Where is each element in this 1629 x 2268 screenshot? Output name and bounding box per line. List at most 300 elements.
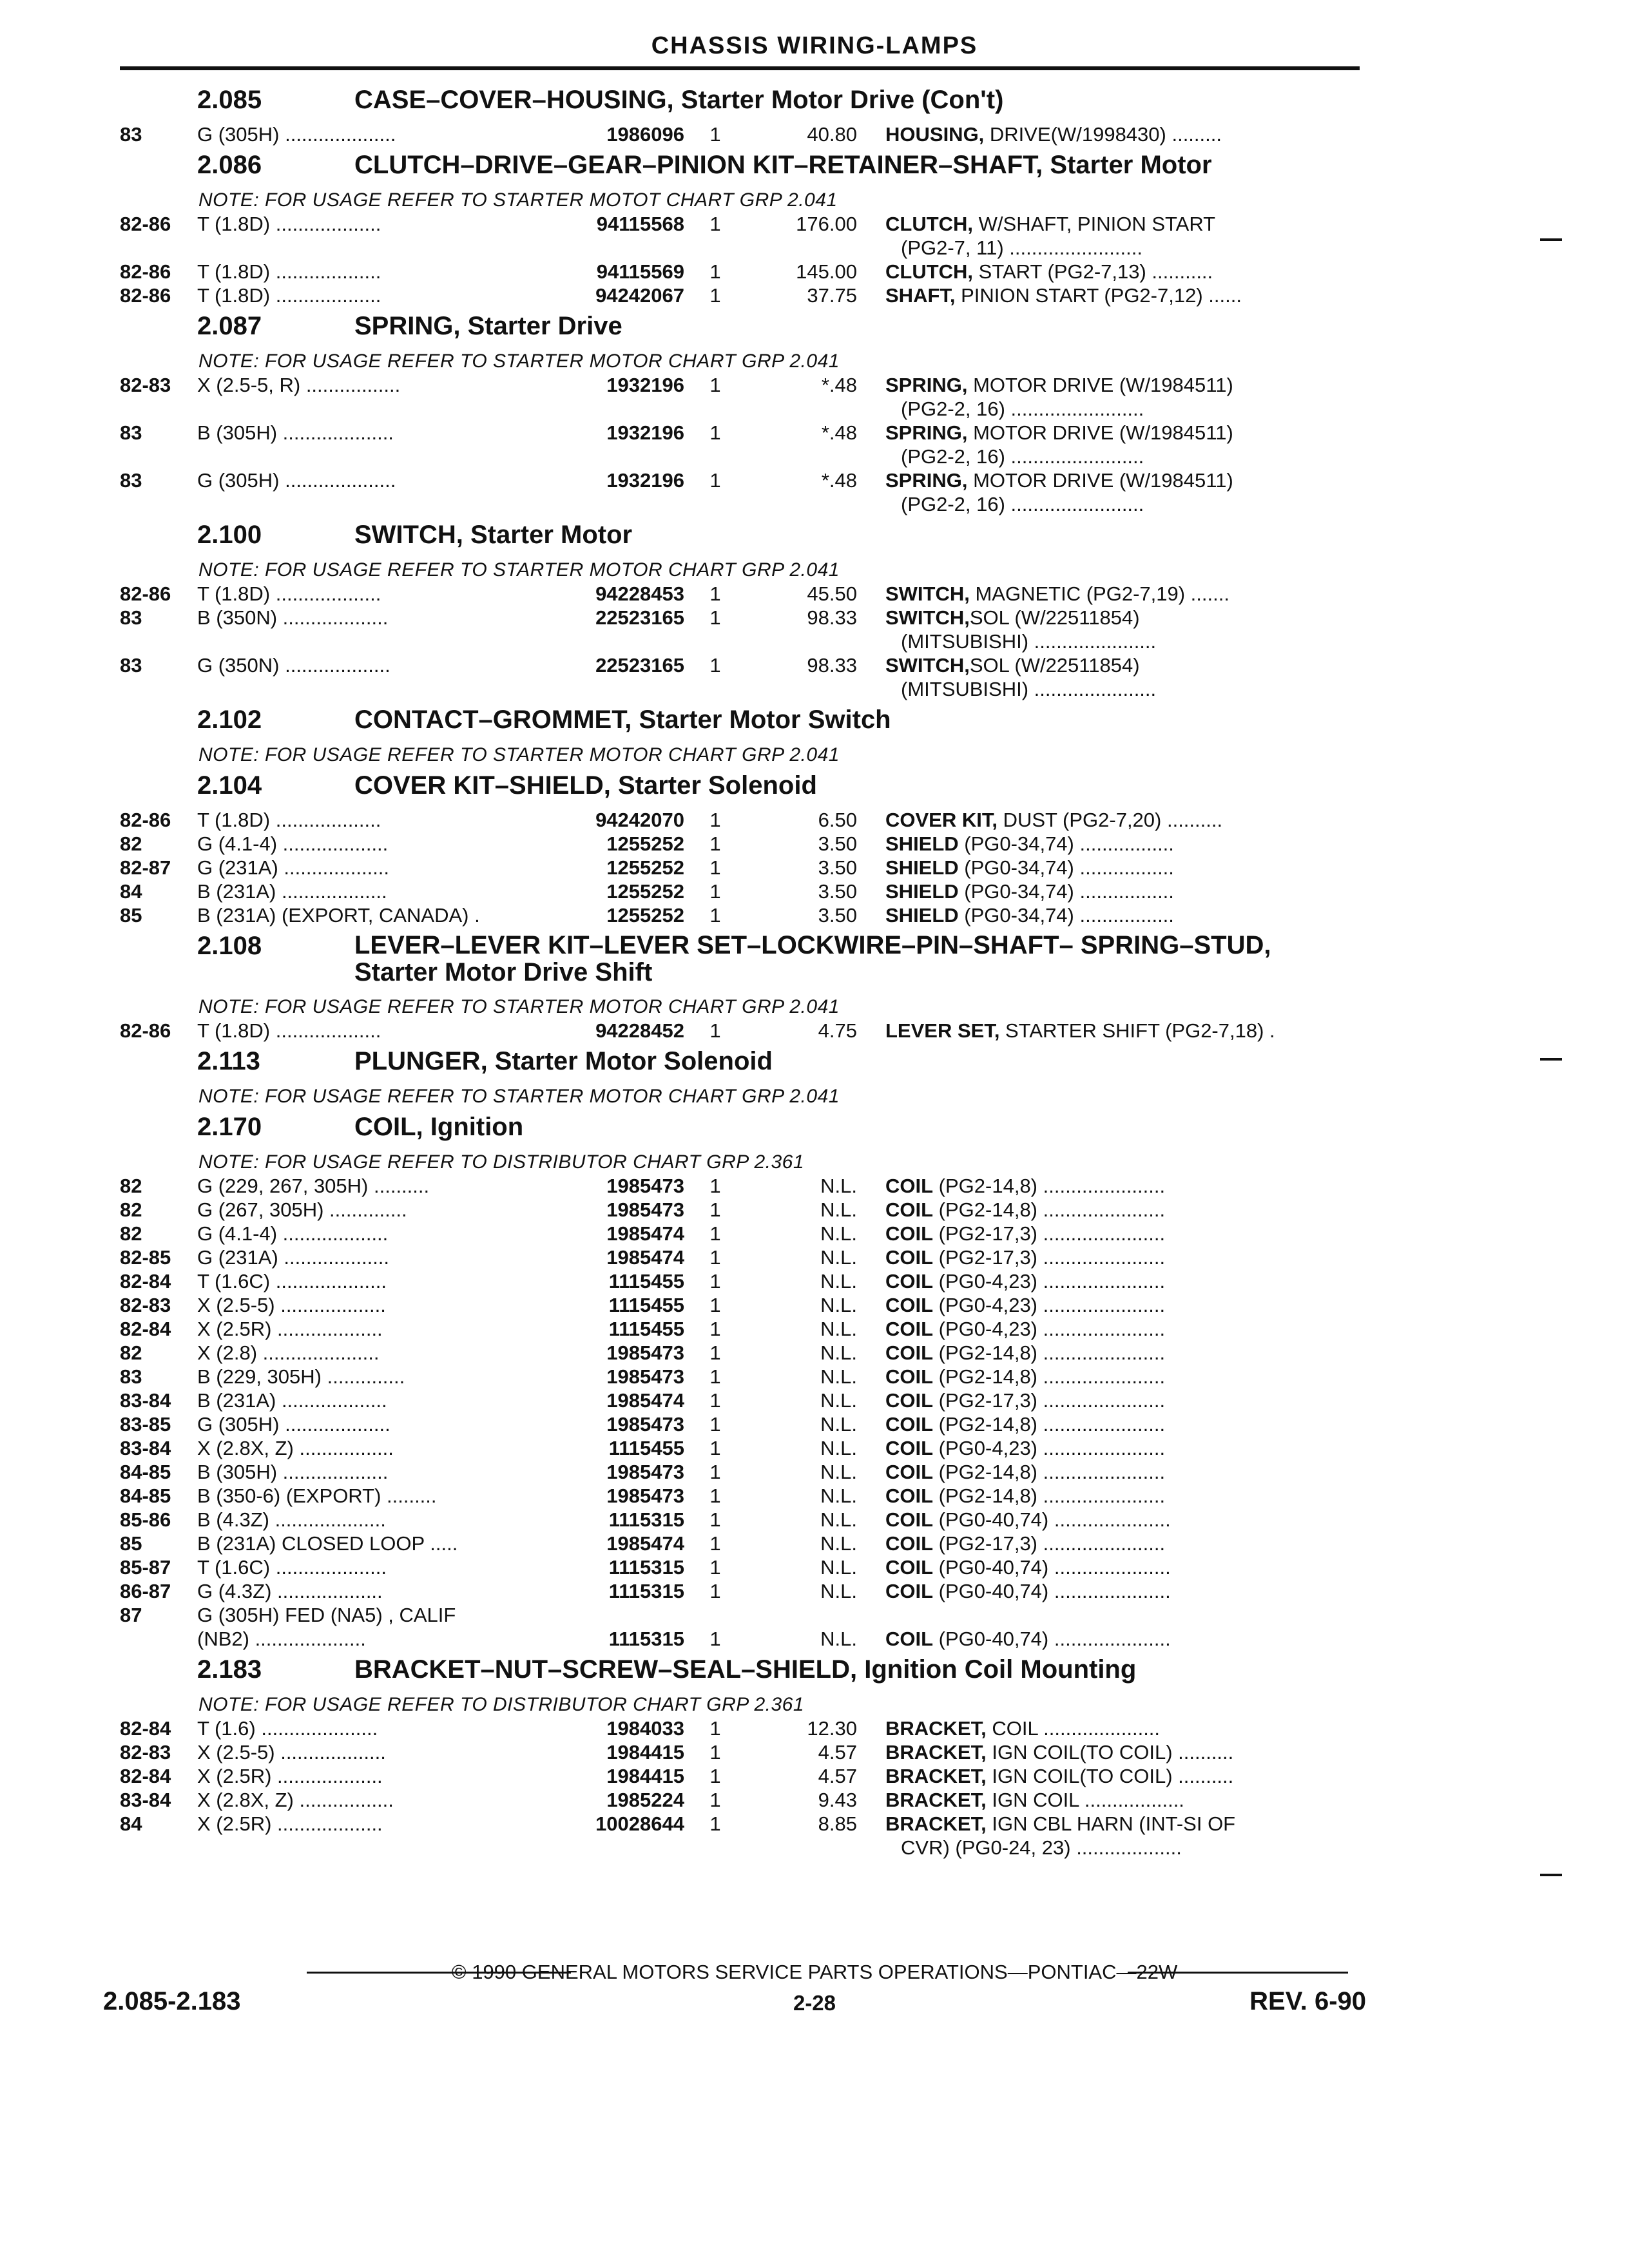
usage-note xyxy=(0,1083,1629,1108)
description-text: (PG2-14,8) ...................... xyxy=(933,1198,1166,1221)
table-row-continuation xyxy=(0,629,1629,653)
usage-note-text: NOTE: FOR USAGE REFER TO DISTRIBUTOR CHART GRP 2.361 xyxy=(198,1694,805,1715)
price: 3.50 xyxy=(818,880,857,903)
group-number: 2.102 xyxy=(197,706,262,734)
model-years: 83 xyxy=(120,606,142,629)
table-row xyxy=(0,1740,1629,1763)
price: N.L. xyxy=(820,1175,857,1197)
usage-note xyxy=(0,1149,1629,1173)
part-number: 1932196 xyxy=(606,421,684,444)
description xyxy=(885,1461,1360,1484)
description-noun: COIL xyxy=(885,1413,934,1436)
group-title: BRACKET–NUT–SCREW–SEAL–SHIELD, Ignition Coil Mounting xyxy=(354,1655,1137,1684)
price: 9.43 xyxy=(818,1789,857,1811)
price: N.L. xyxy=(820,1508,857,1531)
table-row xyxy=(0,1436,1629,1459)
group-title: SPRING, Starter Drive xyxy=(354,312,622,340)
description-noun: CLUTCH, xyxy=(885,260,974,283)
description-text: (PG0-34,74) ................. xyxy=(958,856,1174,879)
application: T (1.8D) ................... xyxy=(197,1019,381,1042)
application: G (305H) ................... xyxy=(197,1413,390,1436)
description-noun: COIL xyxy=(885,1341,934,1364)
table-row xyxy=(0,1602,1629,1626)
description-noun: COIL xyxy=(885,1222,934,1245)
description-continued: (PG2-7, 11) ........................ xyxy=(901,236,1142,259)
model-years: 82 xyxy=(120,832,142,855)
quantity: 1 xyxy=(709,1717,721,1740)
description xyxy=(885,1341,1360,1365)
price: 6.50 xyxy=(818,809,857,831)
description xyxy=(885,1389,1360,1412)
price: N.L. xyxy=(820,1294,857,1316)
table-row-continuation xyxy=(0,492,1629,515)
model-years: 82-87 xyxy=(120,856,171,879)
quantity: 1 xyxy=(709,1437,721,1459)
description-text: (PG0-4,23) ...................... xyxy=(933,1294,1166,1316)
usage-note xyxy=(0,742,1629,766)
quantity: 1 xyxy=(709,1175,721,1197)
part-number: 1985473 xyxy=(606,1175,684,1197)
quantity: 1 xyxy=(709,260,721,283)
group-number: 2.183 xyxy=(197,1655,262,1684)
description xyxy=(885,1198,1360,1222)
group-title: CLUTCH–DRIVE–GEAR–PINION KIT–RETAINER–SHAFT, Starter Motor xyxy=(354,151,1212,179)
description xyxy=(885,123,1360,146)
description-noun: CLUTCH, xyxy=(885,213,974,235)
description-noun: COIL xyxy=(885,1365,934,1388)
group-heading xyxy=(0,307,1629,348)
quantity: 1 xyxy=(709,1019,721,1042)
quantity: 1 xyxy=(709,421,721,444)
description-noun: SHIELD xyxy=(885,904,959,927)
quantity: 1 xyxy=(709,1508,721,1531)
description xyxy=(885,904,1360,927)
usage-note xyxy=(0,994,1629,1018)
description-text: IGN COIL .................. xyxy=(986,1789,1184,1811)
table-row-continuation xyxy=(0,677,1629,700)
part-number: 1115315 xyxy=(608,1580,684,1602)
description-noun: SHIELD xyxy=(885,856,959,879)
application: G (267, 305H) .............. xyxy=(197,1198,407,1221)
part-number: 10028644 xyxy=(595,1812,684,1835)
model-years: 83 xyxy=(120,421,142,444)
description-text: START (PG2-7,13) ........... xyxy=(973,260,1213,283)
quantity: 1 xyxy=(709,123,721,146)
model-years: 85-86 xyxy=(120,1508,171,1531)
part-number: 94228452 xyxy=(595,1019,684,1042)
description xyxy=(885,1019,1360,1043)
quantity: 1 xyxy=(709,654,721,677)
quantity: 1 xyxy=(709,1741,721,1763)
quantity: 1 xyxy=(709,1389,721,1412)
description-noun: SHAFT, xyxy=(885,284,956,307)
group-number: 2.108 xyxy=(197,932,262,960)
description-text: SOL (W/22511854) xyxy=(969,654,1140,677)
price: N.L. xyxy=(820,1198,857,1221)
description-text: (PG2-17,3) ...................... xyxy=(933,1532,1166,1555)
model-years: 82 xyxy=(120,1341,142,1364)
model-years: 82-86 xyxy=(120,582,171,605)
quantity: 1 xyxy=(709,1198,721,1221)
footer-copyright: © 1990 GENERAL MOTORS SERVICE PARTS OPERATIONS—PONTIAC—22W xyxy=(451,1961,1178,1983)
application: B (350N) ................... xyxy=(197,606,389,629)
table-row xyxy=(0,1579,1629,1602)
price: 98.33 xyxy=(807,654,857,677)
model-years: 82 xyxy=(120,1175,142,1197)
application: G (229, 267, 305H) .......... xyxy=(197,1175,430,1197)
description xyxy=(885,1812,1360,1836)
model-years: 82 xyxy=(120,1222,142,1245)
description-noun: COIL xyxy=(885,1580,934,1602)
application: B (229, 305H) .............. xyxy=(197,1365,405,1388)
quantity: 1 xyxy=(709,582,721,605)
description-text: (PG0-40,74) ..................... xyxy=(933,1580,1171,1602)
description-noun: SPRING, xyxy=(885,374,968,396)
description-text: (PG2-14,8) ...................... xyxy=(933,1413,1166,1436)
application: B (231A) CLOSED LOOP ..... xyxy=(197,1532,458,1555)
quantity: 1 xyxy=(709,1485,721,1507)
quantity: 1 xyxy=(709,1812,721,1835)
model-years: 85-87 xyxy=(120,1556,171,1579)
quantity: 1 xyxy=(709,1461,721,1483)
model-years: 83 xyxy=(120,654,142,677)
description xyxy=(885,582,1360,606)
description-text: DUST (PG2-7,20) .......... xyxy=(997,809,1223,831)
part-number: 1985224 xyxy=(606,1789,684,1811)
part-number: 22523165 xyxy=(595,654,684,677)
description-text: (PG2-14,8) ...................... xyxy=(933,1365,1166,1388)
part-number: 1985473 xyxy=(606,1341,684,1364)
description xyxy=(885,469,1360,492)
quantity: 1 xyxy=(709,1532,721,1555)
part-number: 94242070 xyxy=(595,809,684,831)
quantity: 1 xyxy=(709,1222,721,1245)
group-number: 2.104 xyxy=(197,771,262,800)
table-row xyxy=(0,1716,1629,1740)
application: X (2.5-5) ................... xyxy=(197,1741,386,1763)
description-noun: COIL xyxy=(885,1532,934,1555)
description-text: (PG2-14,8) ...................... xyxy=(933,1461,1166,1483)
usage-note xyxy=(0,1691,1629,1716)
description-noun: BRACKET, xyxy=(885,1789,987,1811)
group-number: 2.100 xyxy=(197,521,262,549)
part-number: 94115568 xyxy=(596,213,684,235)
table-row xyxy=(0,1364,1629,1388)
application: B (350-6) (EXPORT) ......... xyxy=(197,1485,437,1507)
part-number: 1984033 xyxy=(606,1717,684,1740)
quantity: 1 xyxy=(709,809,721,831)
application: G (305H) FED (NA5) , CALIF xyxy=(197,1604,456,1626)
price: 45.50 xyxy=(807,582,857,605)
price: N.L. xyxy=(820,1389,857,1412)
table-row xyxy=(0,211,1629,235)
part-number: 1255252 xyxy=(606,904,684,927)
price: *.48 xyxy=(821,469,857,492)
model-years: 82-86 xyxy=(120,809,171,831)
description xyxy=(885,856,1360,879)
model-years: 82-86 xyxy=(120,213,171,235)
description-text: IGN COIL(TO COIL) .......... xyxy=(986,1741,1234,1763)
part-number: 1115455 xyxy=(608,1294,684,1316)
quantity: 1 xyxy=(709,1294,721,1316)
group-number: 2.113 xyxy=(197,1047,260,1075)
table-row xyxy=(0,581,1629,605)
table-row xyxy=(0,1787,1629,1811)
page-title: CHASSIS WIRING-LAMPS xyxy=(651,32,978,59)
application: T (1.8D) ................... xyxy=(197,260,381,283)
part-number: 1986096 xyxy=(606,123,684,146)
quantity: 1 xyxy=(709,1318,721,1340)
group-heading xyxy=(0,1108,1629,1149)
description-text: (PG0-34,74) ................. xyxy=(958,904,1174,927)
table-row xyxy=(0,1340,1629,1364)
part-number: 1985474 xyxy=(606,1532,684,1555)
description-continued: (MITSUBISHI) ...................... xyxy=(901,630,1157,653)
model-years: 82-83 xyxy=(120,1294,171,1316)
application: G (4.3Z) ................... xyxy=(197,1580,383,1602)
quantity: 1 xyxy=(709,284,721,307)
group-number: 2.086 xyxy=(197,151,262,179)
group-heading xyxy=(0,146,1629,187)
part-number: 1985473 xyxy=(606,1198,684,1221)
price: 176.00 xyxy=(796,213,857,235)
quantity: 1 xyxy=(709,1365,721,1388)
price: N.L. xyxy=(820,1532,857,1555)
group-heading xyxy=(0,515,1629,557)
application: G (4.1-4) ................... xyxy=(197,832,389,855)
application: B (305H) ................... xyxy=(197,1461,389,1483)
price: 3.50 xyxy=(818,904,857,927)
price: 3.50 xyxy=(818,856,857,879)
part-number: 1985474 xyxy=(606,1222,684,1245)
description-text: MOTOR DRIVE (W/1984511) xyxy=(967,374,1233,396)
model-years: 82-84 xyxy=(120,1765,171,1787)
table-row xyxy=(0,1626,1629,1650)
table-row-continuation xyxy=(0,396,1629,420)
application: X (2.5-5) ................... xyxy=(197,1294,386,1316)
description xyxy=(885,1717,1360,1740)
application: X (2.5R) ................... xyxy=(197,1812,383,1835)
description-noun: BRACKET, xyxy=(885,1765,987,1787)
part-number: 1115455 xyxy=(608,1437,684,1459)
application: X (2.8X, Z) ................. xyxy=(197,1437,394,1459)
quantity: 1 xyxy=(709,469,721,492)
price: 4.57 xyxy=(818,1765,857,1787)
application: X (2.5R) ................... xyxy=(197,1765,383,1787)
quantity: 1 xyxy=(709,1341,721,1364)
application: X (2.8X, Z) ................. xyxy=(197,1789,394,1811)
model-years: 83-84 xyxy=(120,1437,171,1459)
table-row xyxy=(0,1412,1629,1436)
group-title: SWITCH, Starter Motor xyxy=(354,521,633,549)
part-number: 1984415 xyxy=(606,1765,684,1787)
description-continued: (PG2-2, 16) ........................ xyxy=(901,398,1144,420)
description-noun: BRACKET, xyxy=(885,1717,987,1740)
description-text: (PG2-14,8) ...................... xyxy=(933,1341,1166,1364)
description-text: (PG0-4,23) ...................... xyxy=(933,1270,1166,1293)
group-heading xyxy=(0,766,1629,807)
description-text: (PG0-34,74) ................. xyxy=(958,880,1174,903)
description-text: (PG2-17,3) ...................... xyxy=(933,1389,1166,1412)
margin-mark xyxy=(1540,1874,1562,1876)
description-noun: COIL xyxy=(885,1270,934,1293)
part-number: 94242067 xyxy=(595,284,684,307)
table-row xyxy=(0,903,1629,927)
model-years: 84 xyxy=(120,880,142,903)
table-row xyxy=(0,807,1629,831)
price: *.48 xyxy=(821,374,857,396)
table-row xyxy=(0,259,1629,283)
part-number: 1255252 xyxy=(606,880,684,903)
model-years: 83 xyxy=(120,469,142,492)
part-number: 1985474 xyxy=(606,1246,684,1269)
table-row xyxy=(0,1197,1629,1221)
model-years: 82-84 xyxy=(120,1318,171,1340)
description-noun: SHIELD xyxy=(885,832,959,855)
description-text: (PG0-4,23) ...................... xyxy=(933,1437,1166,1459)
part-number: 1985474 xyxy=(606,1389,684,1412)
part-number: 1255252 xyxy=(606,832,684,855)
description-noun: BRACKET, xyxy=(885,1741,987,1763)
margin-mark xyxy=(1540,238,1562,241)
table-row xyxy=(0,1811,1629,1835)
table-row xyxy=(0,1293,1629,1316)
group-heading xyxy=(0,1042,1629,1083)
margin-mark xyxy=(1540,1058,1562,1061)
model-years: 87 xyxy=(120,1604,142,1626)
part-number: 22523165 xyxy=(595,606,684,629)
description-text: IGN CBL HARN (INT-SI OF xyxy=(986,1812,1236,1835)
part-number: 1255252 xyxy=(606,856,684,879)
part-number: 1115455 xyxy=(608,1318,684,1340)
description-noun: SPRING, xyxy=(885,421,968,444)
usage-note-text: NOTE: FOR USAGE REFER TO STARTER MOTOR CHART GRP 2.041 xyxy=(198,559,840,581)
quantity: 1 xyxy=(709,832,721,855)
price: N.L. xyxy=(820,1413,857,1436)
model-years: 85 xyxy=(120,1532,142,1555)
description-noun: COIL xyxy=(885,1175,934,1197)
price: N.L. xyxy=(820,1580,857,1602)
description-text: SOL (W/22511854) xyxy=(969,606,1140,629)
price: N.L. xyxy=(820,1485,857,1507)
description xyxy=(885,1741,1360,1764)
price: 40.80 xyxy=(807,123,857,146)
model-years: 82-85 xyxy=(120,1246,171,1269)
application: G (305H) .................... xyxy=(197,469,396,492)
description-noun: SWITCH, xyxy=(885,582,970,605)
usage-note xyxy=(0,557,1629,581)
description-text: MOTOR DRIVE (W/1984511) xyxy=(967,469,1233,492)
quantity: 1 xyxy=(709,1246,721,1269)
model-years: 84-85 xyxy=(120,1485,171,1507)
description xyxy=(885,374,1360,397)
application: G (350N) ................... xyxy=(197,654,390,677)
description-noun: COIL xyxy=(885,1318,934,1340)
model-years: 85 xyxy=(120,904,142,927)
usage-note-text: NOTE: FOR USAGE REFER TO STARTER MOTOR CHART GRP 2.041 xyxy=(198,996,840,1017)
application: X (2.8) ..................... xyxy=(197,1341,380,1364)
description-noun: COIL xyxy=(885,1461,934,1483)
quantity: 1 xyxy=(709,1413,721,1436)
description-text: MOTOR DRIVE (W/1984511) xyxy=(967,421,1233,444)
price: N.L. xyxy=(820,1437,857,1459)
footer-revision: REV. 6-90 xyxy=(1249,1987,1366,2015)
price: N.L. xyxy=(820,1270,857,1293)
table-row xyxy=(0,1316,1629,1340)
description-text: MAGNETIC (PG2-7,19) ....... xyxy=(969,582,1229,605)
model-years: 83 xyxy=(120,123,142,146)
description-noun: SPRING, xyxy=(885,469,968,492)
description xyxy=(885,1222,1360,1245)
part-number: 1985473 xyxy=(606,1461,684,1483)
description-noun: COIL xyxy=(885,1628,934,1650)
table-row xyxy=(0,1507,1629,1531)
description xyxy=(885,809,1360,832)
description xyxy=(885,1485,1360,1508)
application: B (231A) ................... xyxy=(197,1389,387,1412)
part-number: 1115315 xyxy=(608,1556,684,1579)
description-text: STARTER SHIFT (PG2-7,18) . xyxy=(999,1019,1275,1042)
table-row-continuation xyxy=(0,235,1629,259)
description-continued: (MITSUBISHI) ...................... xyxy=(901,678,1157,700)
table-row xyxy=(0,1763,1629,1787)
price: *.48 xyxy=(821,421,857,444)
description-text: IGN COIL(TO COIL) .......... xyxy=(986,1765,1234,1787)
description-noun: COIL xyxy=(885,1485,934,1507)
application: G (305H) .................... xyxy=(197,123,396,146)
group-number: 2.085 xyxy=(197,86,262,114)
application: B (305H) .................... xyxy=(197,421,394,444)
quantity: 1 xyxy=(709,880,721,903)
description xyxy=(885,1789,1360,1812)
application: X (2.5-5, R) ................. xyxy=(197,374,401,396)
model-years: 82-84 xyxy=(120,1717,171,1740)
table-row xyxy=(0,831,1629,855)
application: T (1.8D) ................... xyxy=(197,582,381,605)
table-row xyxy=(0,1483,1629,1507)
description-noun: COIL xyxy=(885,1294,934,1316)
group-number: 2.170 xyxy=(197,1113,262,1141)
description-noun: HOUSING, xyxy=(885,123,985,146)
part-number: 1115455 xyxy=(608,1270,684,1293)
group-title: CASE–COVER–HOUSING, Starter Motor Drive (Con't) xyxy=(354,86,1004,114)
price: N.L. xyxy=(820,1365,857,1388)
model-years: 82-83 xyxy=(120,1741,171,1763)
part-number: 94115569 xyxy=(596,260,684,283)
footer-range: 2.085-2.183 xyxy=(103,1987,241,2015)
application: (NB2) .................... xyxy=(197,1628,366,1650)
quantity: 1 xyxy=(709,1628,721,1650)
model-years: 84-85 xyxy=(120,1461,171,1483)
table-row xyxy=(0,283,1629,307)
description-noun: COIL xyxy=(885,1389,934,1412)
quantity: 1 xyxy=(709,1789,721,1811)
group-heading xyxy=(0,700,1629,742)
description-text: (PG0-40,74) ..................... xyxy=(933,1628,1171,1650)
price: 145.00 xyxy=(796,260,857,283)
description xyxy=(885,1270,1360,1293)
price: N.L. xyxy=(820,1556,857,1579)
group-title: COVER KIT–SHIELD, Starter Solenoid xyxy=(354,771,817,800)
application: T (1.6C) .................... xyxy=(197,1270,387,1293)
application: B (4.3Z) .................... xyxy=(197,1508,386,1531)
description-text: (PG0-34,74) ................. xyxy=(958,832,1174,855)
description-text: COIL ..................... xyxy=(986,1717,1161,1740)
table-row xyxy=(0,1269,1629,1293)
table-row xyxy=(0,1555,1629,1579)
table-row xyxy=(0,879,1629,903)
usage-note-text: NOTE: FOR USAGE REFER TO STARTER MOTOR CHART GRP 2.041 xyxy=(198,1086,840,1107)
